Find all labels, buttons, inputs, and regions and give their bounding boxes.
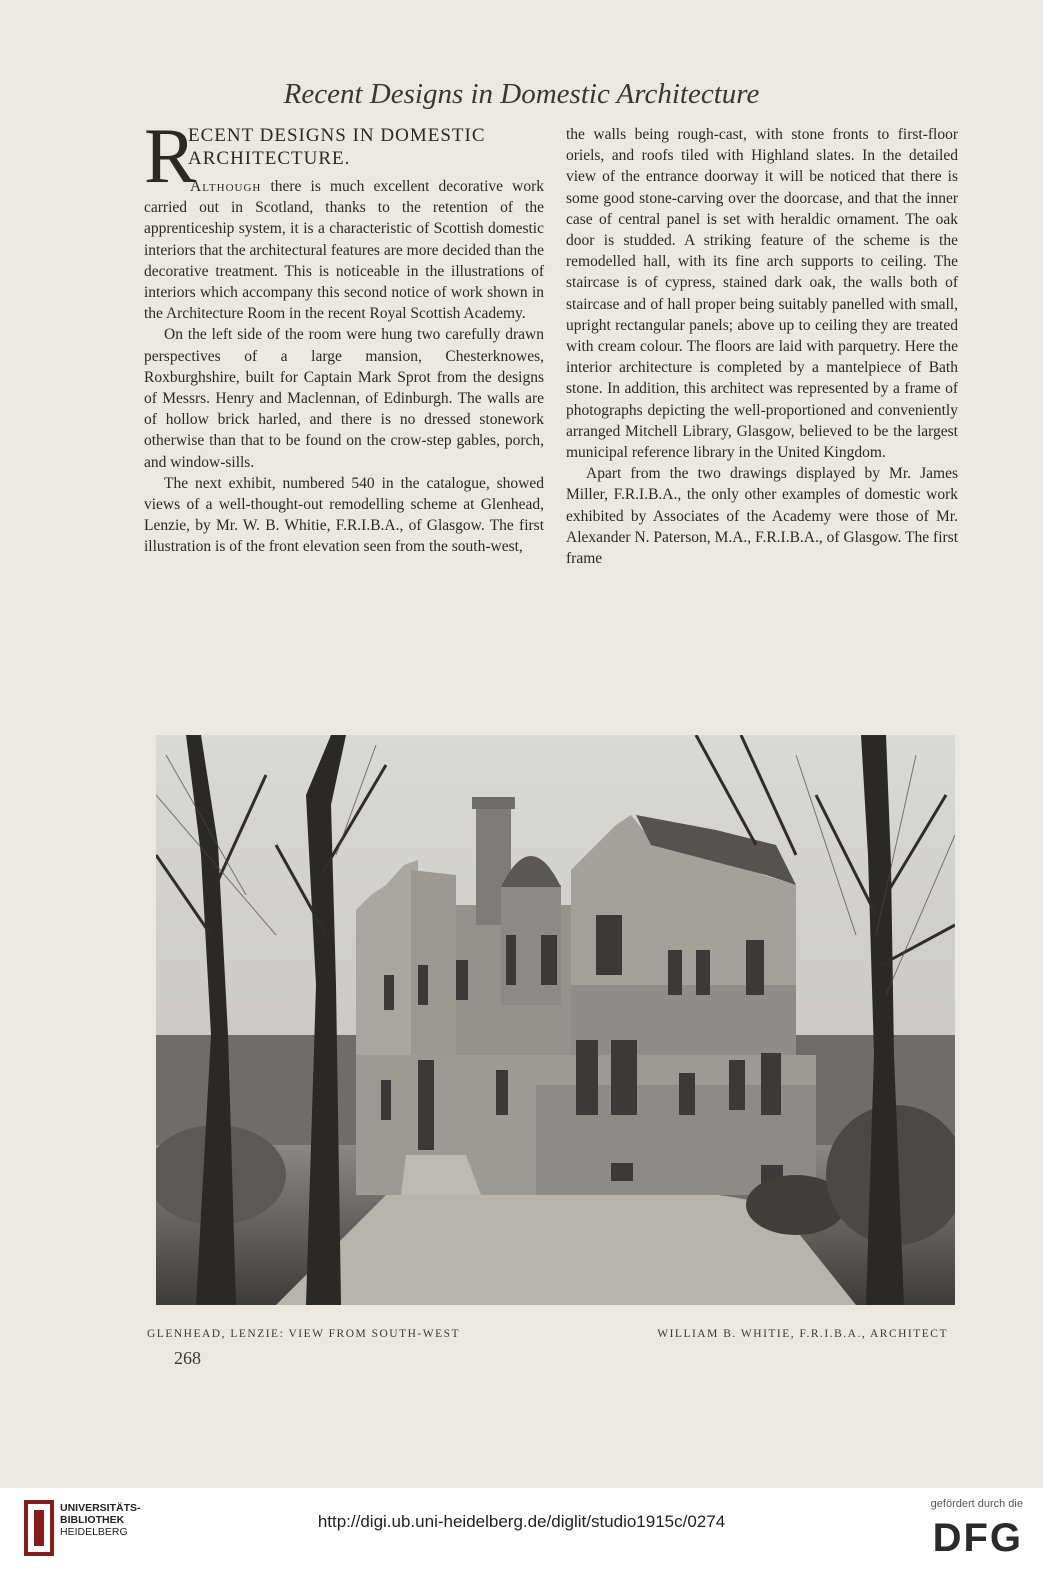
paragraph-1-lead: Although <box>190 178 262 195</box>
library-name-line-3: HEIDELBERG <box>60 1526 128 1538</box>
article-column-right <box>566 124 958 569</box>
article-column-left <box>144 112 544 558</box>
photo-caption-credit: WILLIAM B. WHITIE, F.R.I.B.A., ARCHITECT <box>657 1328 948 1340</box>
library-name-line-1: UNIVERSITÄTS- <box>60 1502 141 1514</box>
digitization-footer <box>0 1488 1043 1576</box>
dfg-logo: DFG <box>932 1516 1023 1560</box>
library-name-line-2: BIBLIOTHEK <box>60 1514 125 1526</box>
headline-line-1: ECENT DESIGNS IN DOMESTIC <box>188 125 486 146</box>
house-photograph <box>156 735 955 1305</box>
headline-line-2: ARCHITECTURE. <box>188 148 351 169</box>
funded-by-label: gefördert durch die <box>930 1498 1023 1510</box>
house-photograph-drawing <box>156 735 955 1305</box>
photo-caption-title: GLENHEAD, LENZIE: VIEW FROM SOUTH-WEST <box>147 1328 461 1340</box>
running-head: Recent Designs in Domestic Architecture <box>283 78 760 110</box>
page-number: 268 <box>174 1348 201 1368</box>
paragraph-1-text: there is much excellent decorative work carried out in Scotland, thanks to the retention of the apprenticeship system, it is a characteristic of Scottish domestic interiors that the architectural features are more decided than the decorative treatment. This is noticeable in the illustrations of interiors which accompany this second notice of work shown in the Architecture Room in the recent Royal Scottish Academy. <box>144 178 544 323</box>
paragraph-5: Apart from the two drawings displayed by Mr. James Miller, F.R.I.B.A., the only other examples of domestic work exhibited by Associates of the Academy were those of Mr. Alexander N. Paterson, M.A., F.R.I.B.A., of Glasgow. The first frame <box>566 465 958 568</box>
dropcap: R <box>144 112 198 199</box>
paragraph-3: The next exhibit, numbered 540 in the catalogue, showed views of a well-thought-out remodelling scheme at Glenhead, Lenzie, by Mr. W. B. Whitie, F.R.I.B.A., of Glasgow. The first illustration is of the front elevation seen from the south-west, <box>144 474 544 556</box>
paragraph-2: On the left side of the room were hung two carefully drawn perspectives of a large mansion, Chesterknowes, Roxburghshire, built for Captain Mark Sprot from the designs of Messrs. Henry and Maclennan, of Edinburgh. The walls are of hollow brick harled, and there is no dressed stonework otherwise than that to be found on the crow-step gables, porch, and window-sills. <box>144 326 544 471</box>
paragraph-4: the walls being rough-cast, with stone fronts to first-floor oriels, and roofs tiled with Highland slates. In the detailed view of the entrance doorway it will be noticed that there is some good stone-carving over the doorcase, and that the inner case of central panel is set with heraldic ornament. The oak door is studded. A striking feature of the scheme is the remodelled hall, with its fine arch supports to ceiling. The staircase is of cypress, stained dark oak, the walls both of staircase and of hall proper being suitably panelled with small, upright rectangular panels; above up to ceiling they are treated with cream colour. The floors are laid with parquetry. Here the interior architecture is completed by a mantelpiece of Bath stone. In addition, this architect was represented by a frame of photographs depicting the well-proportioned and conveniently arranged Mitchell Library, Glasgow, believed to be the largest municipal reference library in the United Kingdom. <box>566 126 958 462</box>
paragraph-1 <box>144 176 544 324</box>
source-url-link[interactable]: http://digi.ub.uni-heidelberg.de/diglit/studio1915c/0274 <box>317 1512 726 1531</box>
